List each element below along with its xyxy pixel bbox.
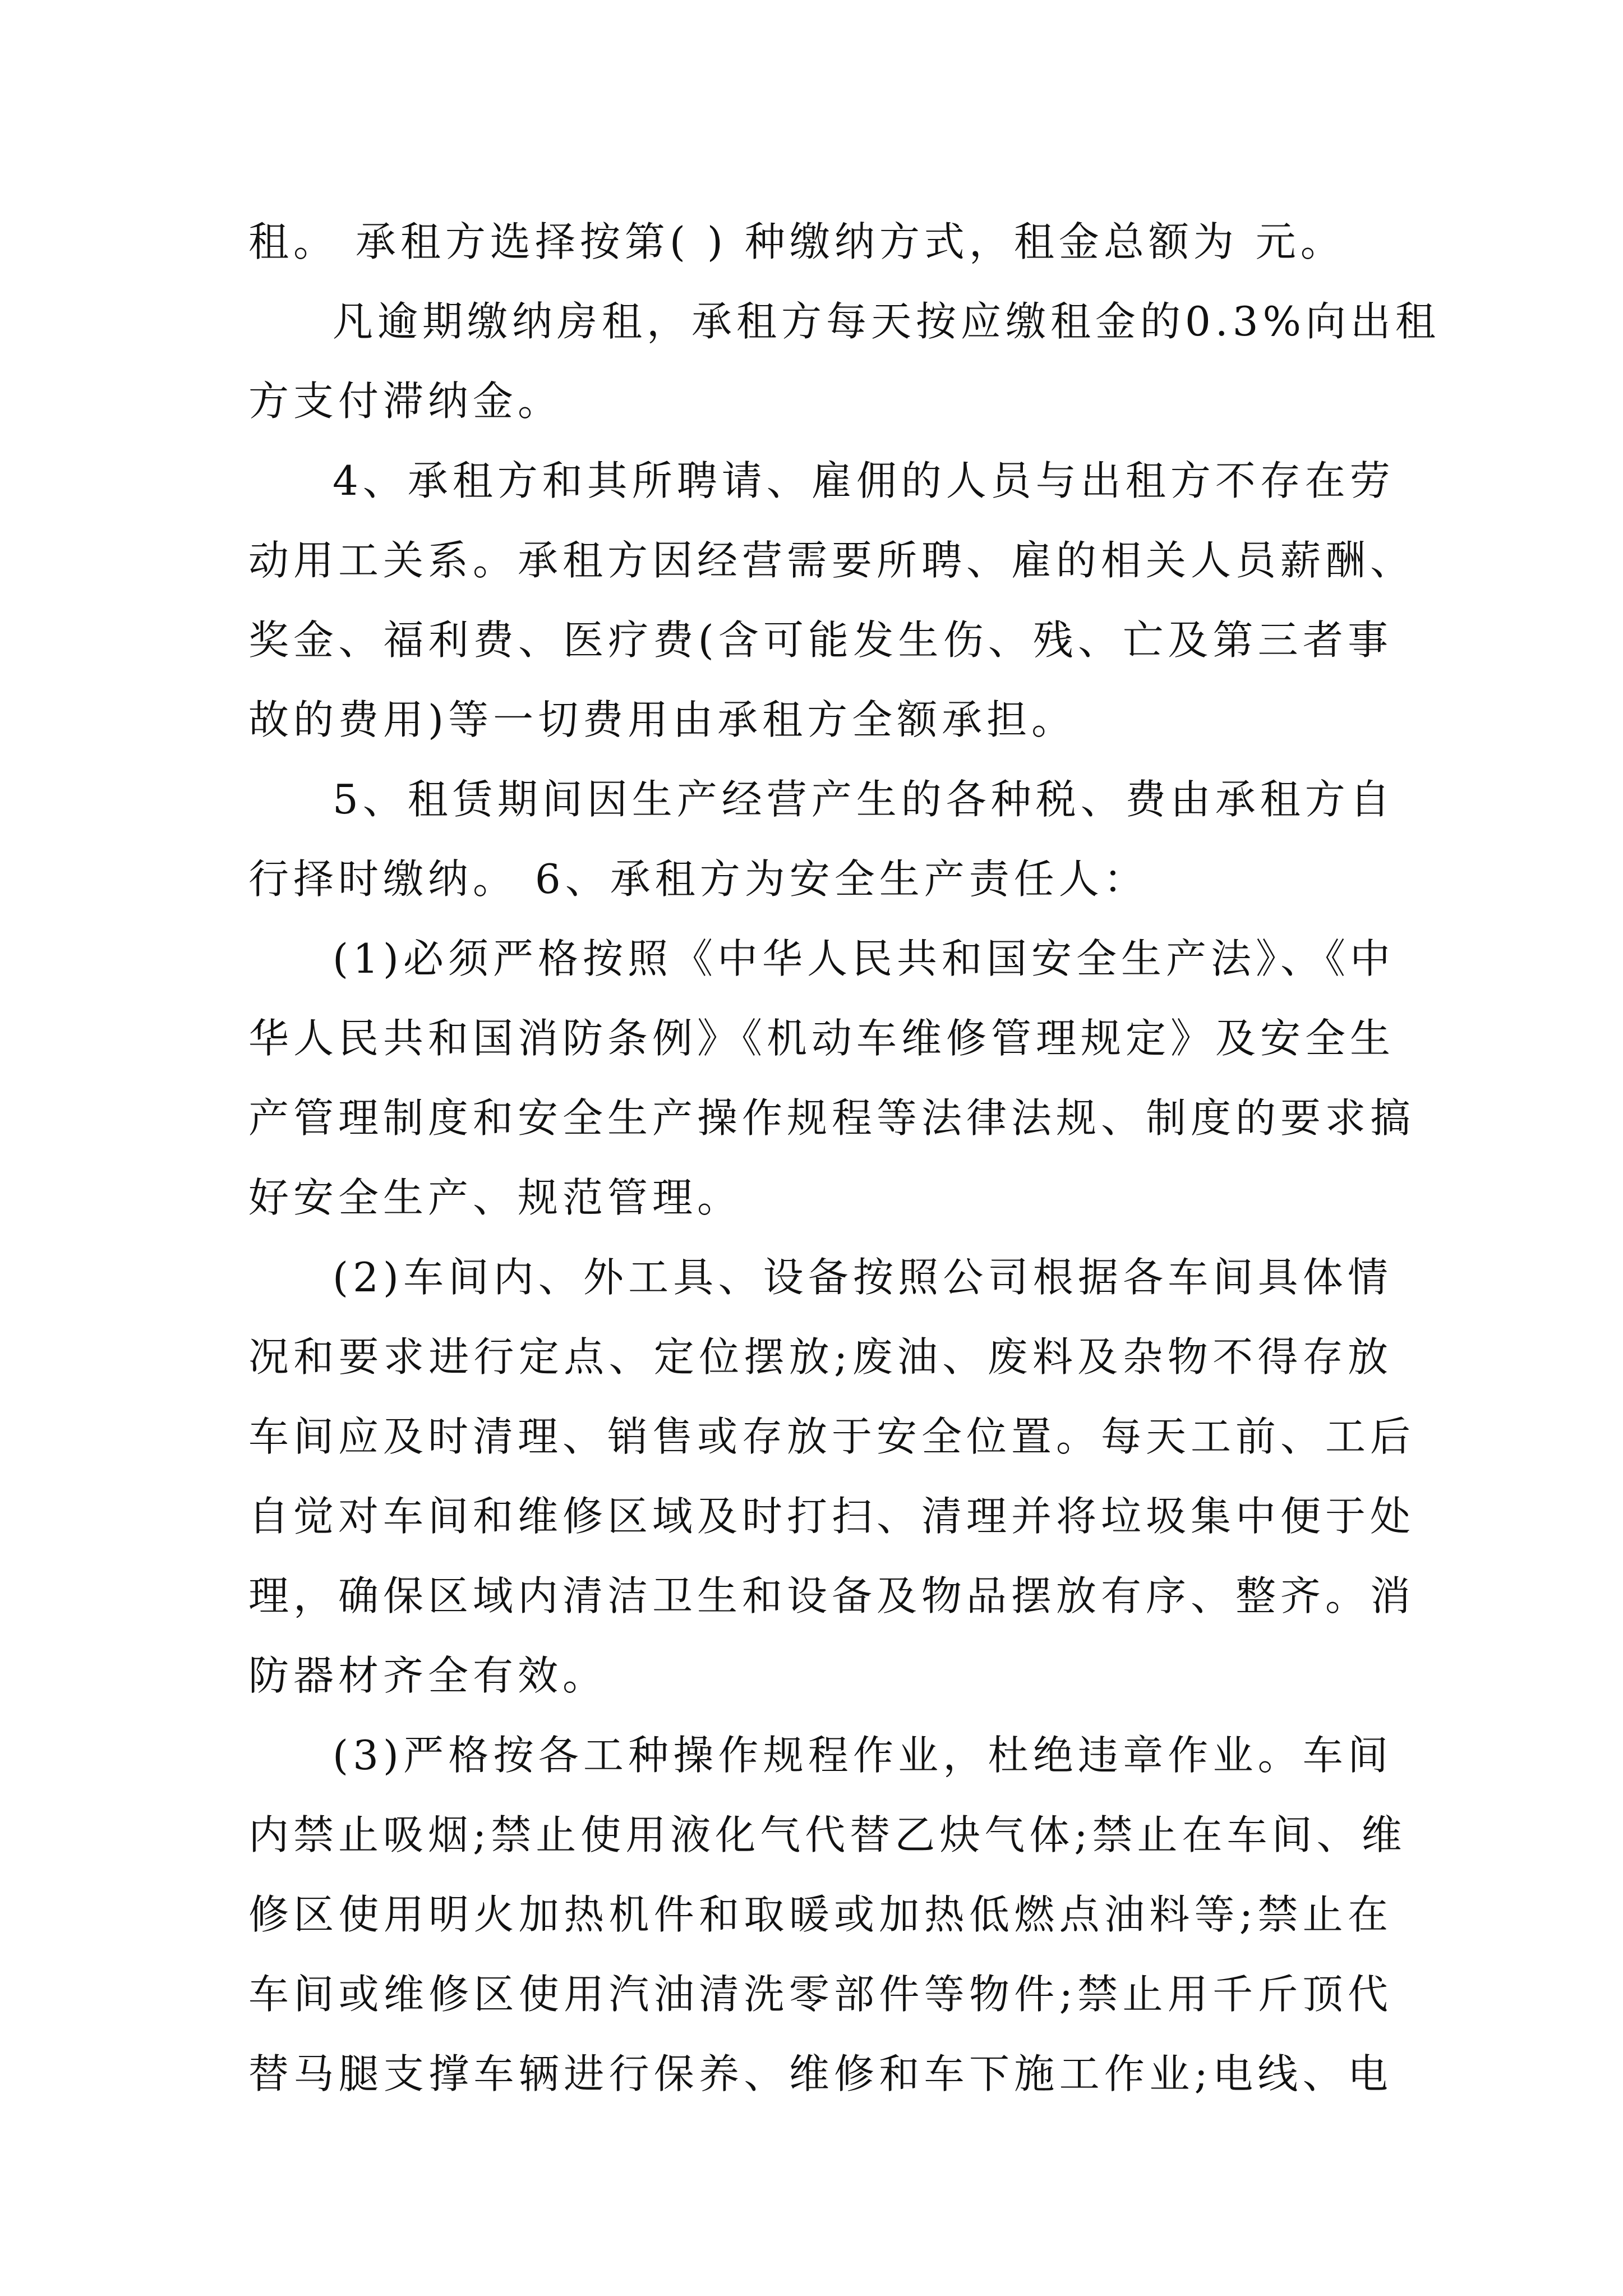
text-line: 奖金、福利费、医疗费(含可能发生伤、残、亡及第三者事	[248, 616, 1393, 664]
text-line: 修区使用明火加热机件和取暖或加热低燃点油料等;禁止在	[248, 1891, 1393, 1938]
text-line: 车间或维修区使用汽油清洗零部件等物件;禁止用千斤顶代	[248, 1971, 1393, 2018]
text-line: 理，确保区域内清洁卫生和设备及物品摆放有序、整齐。消	[248, 1572, 1415, 1619]
text-line: 好安全生产、规范管理。	[248, 1174, 743, 1221]
text-line: (2)车间内、外工具、设备按照公司根据各车间具体情	[333, 1254, 1393, 1301]
text-line: 自觉对车间和维修区域及时打扫、清理并将垃圾集中便于处	[248, 1493, 1415, 1540]
text-line: 况和要求进行定点、定位摆放;废油、废料及杂物不得存放	[248, 1333, 1393, 1381]
text-line: 行择时缴纳。 6、承租方为安全生产责任人：	[248, 855, 1149, 903]
text-line: 产管理制度和安全生产操作规程等法律法规、制度的要求搞	[248, 1094, 1415, 1142]
text-line: 车间应及时清理、销售或存放于安全位置。每天工前、工后	[248, 1413, 1415, 1460]
text-line: (3)严格按各工种操作规程作业，杜绝违章作业。车间	[333, 1732, 1393, 1779]
text-line: 4、承租方和其所聘请、雇佣的人员与出租方不存在劳	[333, 457, 1395, 504]
text-line: 动用工关系。承租方因经营需要所聘、雇的相关人员薪酬、	[248, 537, 1415, 584]
text-line: (1)必须严格按照《中华人民共和国安全生产法》、《中	[333, 935, 1395, 982]
text-line: 内禁止吸烟;禁止使用液化气代替乙炔气体;禁止在车间、维	[248, 1811, 1407, 1858]
text-line: 替马腿支撑车辆进行保养、维修和车下施工作业;电线、电	[248, 2050, 1393, 2097]
text-line: 租。 承租方选择按第( ) 种缴纳方式，租金总额为 元。	[248, 218, 1345, 265]
text-line: 5、租赁期间因生产经营产生的各种税、费由承租方自	[333, 776, 1395, 823]
text-line: 防器材齐全有效。	[248, 1652, 608, 1699]
document-body	[248, 202, 1440, 2114]
text-line: 华人民共和国消防条例》《机动车维修管理规定》及安全生	[248, 1015, 1395, 1062]
text-line: 凡逾期缴纳房租，承租方每天按应缴租金的0.3%向出租	[333, 298, 1440, 345]
text-line: 方支付滞纳金。	[248, 378, 563, 425]
text-line: 故的费用)等一切费用由承租方全额承担。	[248, 696, 1077, 743]
